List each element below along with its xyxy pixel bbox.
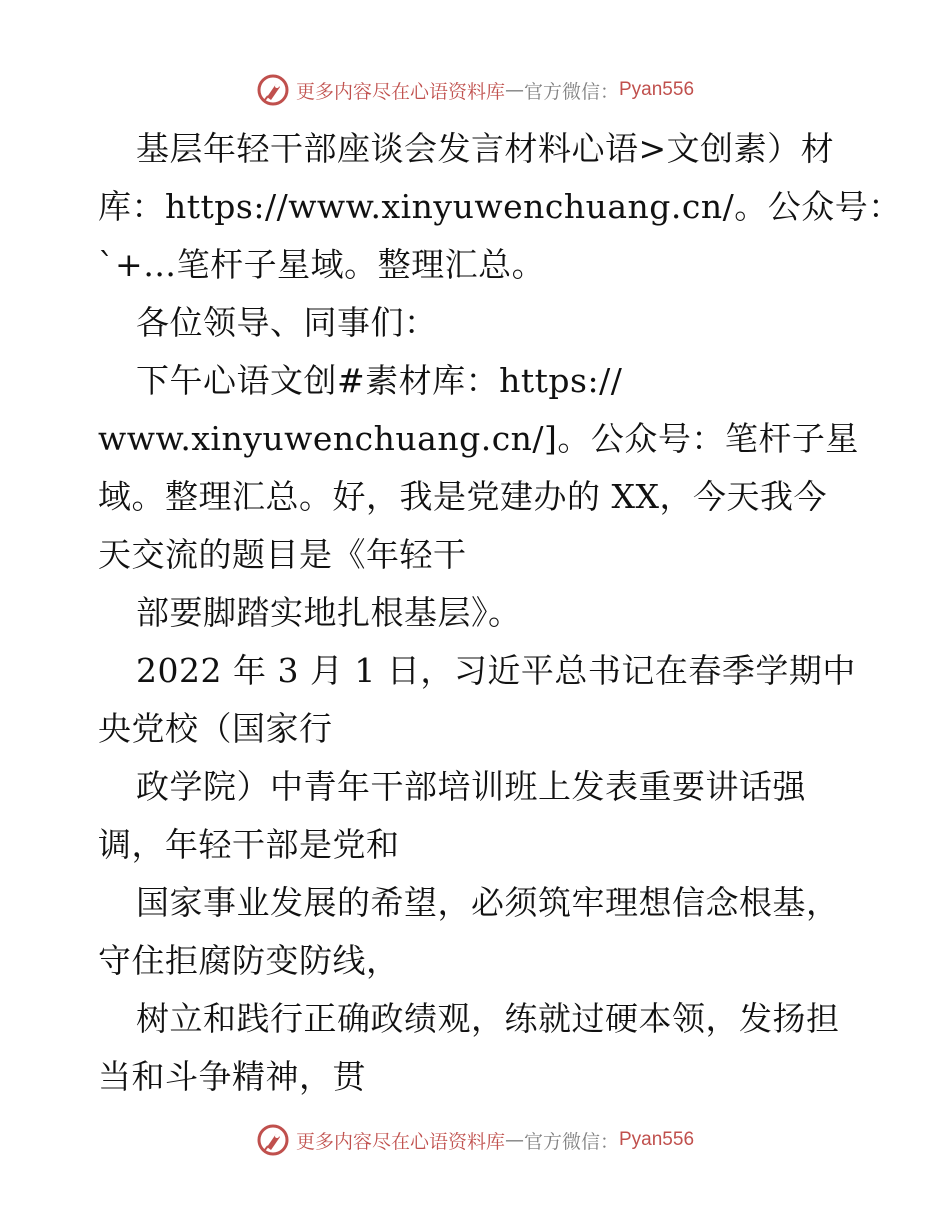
text-line: 守住拒腐防变防线，	[98, 941, 400, 980]
watermark-wechat-id: Pyan556	[619, 1129, 695, 1150]
text-line: 当和斗争精神，贯	[98, 1057, 366, 1096]
text-line: 天交流的题目是《年轻干	[98, 535, 467, 574]
watermark-separator: —	[504, 79, 524, 101]
watermark-wechat-id: Pyan556	[619, 79, 695, 100]
watermark-separator: —	[504, 1129, 524, 1151]
text-line: 政学院）中青年干部培训班上发表重要讲话强	[136, 767, 806, 806]
text-line: 部要脚踏实地扎根基层》。	[136, 593, 522, 632]
text-line: 2022 年 3 月 1 日，习近平总书记在春季学期中	[136, 651, 856, 690]
text-line: 各位领导、同事们：	[136, 303, 438, 342]
text-line: 央党校（国家行	[98, 709, 333, 748]
text-line: `+…笔杆子星域。整理汇总。	[98, 245, 546, 284]
footer-watermark	[0, 1120, 950, 1160]
watermark-main-text: 更多内容尽在心语资料库	[295, 80, 505, 103]
text-line: 调，年轻干部是党和	[98, 825, 400, 864]
text-line: 基层年轻干部座谈会发言材料心语>文创素）材	[136, 129, 835, 168]
text-line: 域。整理汇总。好，我是党建办的 XX，今天我今	[98, 477, 827, 516]
text-line: 下午心语文创#素材库：https://	[136, 361, 623, 400]
document-body	[98, 120, 902, 1106]
watermark-main-text: 更多内容尽在心语资料库	[295, 1130, 505, 1153]
text-line: 国家事业发展的希望，必须筑牢理想信念根基，	[136, 883, 840, 922]
header-watermark	[0, 70, 950, 110]
watermark-wechat-label: 官方微信：	[523, 80, 619, 103]
watermark-wechat-label: 官方微信：	[523, 1130, 619, 1153]
text-line: 库：https://www.xinyuwenchuang.cn/。公众号：	[98, 187, 902, 226]
text-line: www.xinyuwenchuang.cn/]。公众号：笔杆子星	[98, 419, 859, 458]
text-line: 树立和践行正确政绩观，练就过硬本领，发扬担	[136, 999, 840, 1038]
pen-nib-seal-icon	[256, 73, 290, 107]
pen-nib-seal-icon	[256, 1123, 290, 1157]
